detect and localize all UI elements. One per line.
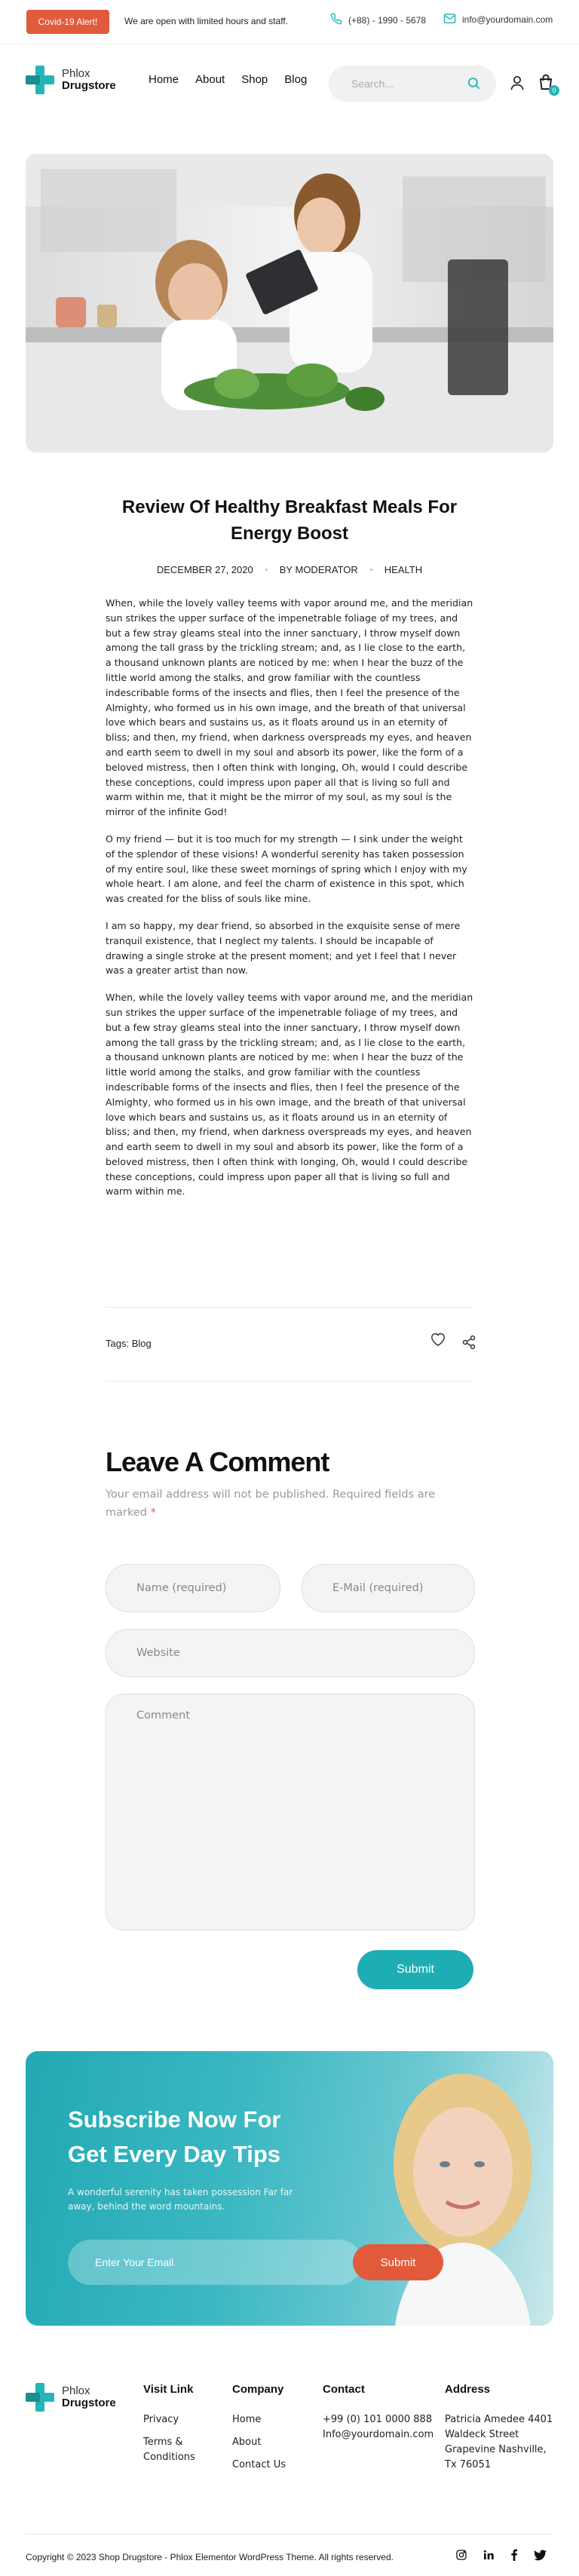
footer-address-line: Patricia Amedee 4401	[445, 2414, 553, 2425]
nav-about[interactable]: About	[195, 73, 225, 86]
comment-submit-button[interactable]: Submit	[357, 1950, 473, 1989]
share-icon[interactable]	[461, 1335, 476, 1354]
search-icon[interactable]	[467, 76, 481, 94]
email-field[interactable]	[302, 1564, 475, 1612]
facebook-icon[interactable]	[510, 2549, 519, 2561]
subscribe-text: A wonderful serenity has taken possession Far far away, behind the word mountains.	[68, 2187, 293, 2212]
footer-address-line: Grapevine Nashville,	[445, 2444, 547, 2455]
search-input[interactable]	[351, 76, 464, 91]
site-header	[0, 44, 579, 113]
footer-address	[445, 2383, 565, 2473]
logo-line1: Phlox	[62, 67, 90, 81]
covid-alert-button[interactable]: Covid-19 Alert!	[26, 10, 109, 34]
footer-link-about[interactable]: About	[232, 2436, 262, 2448]
footer-link-privacy[interactable]: Privacy	[143, 2414, 179, 2425]
twitter-icon[interactable]	[534, 2549, 547, 2561]
main-nav	[149, 73, 307, 86]
footer-address-line: Tx 76051	[445, 2459, 492, 2470]
footer-company-heading: Company	[232, 2383, 284, 2396]
cart-count-badge: 0	[549, 85, 559, 96]
article-category[interactable]: HEALTH	[384, 564, 423, 575]
footer-address-heading: Address	[445, 2383, 491, 2396]
top-email[interactable]	[443, 13, 553, 26]
nav-blog[interactable]: Blog	[284, 73, 308, 86]
search-box	[329, 66, 496, 102]
nav-shop[interactable]: Shop	[241, 73, 268, 86]
comment-field[interactable]	[106, 1694, 475, 1930]
footer-visit-heading: Visit Link	[143, 2383, 194, 2396]
comment-note-text: Your email address will not be published. Required fields are marked	[106, 1489, 436, 1519]
footer-contact	[323, 2383, 436, 2443]
tags-label: Tags:	[106, 1338, 130, 1349]
article-paragraph: O my friend — but it is too much for my strength — I sink under the weight of the splendor of these visions! A wonderful serenity has taken possession of my entire soul, like these sweet mornings of spring which I enjoy with my whole heart. I am alone, and feel the charm of existence in this spot, which was created for the bliss of souls like mine.	[106, 833, 467, 905]
user-icon[interactable]	[510, 75, 525, 95]
subscribe-title: Subscribe Now For Get Every Day Tips	[68, 2106, 281, 2167]
article-body	[106, 596, 473, 1211]
article-author[interactable]: BY MODERATOR	[279, 564, 358, 575]
article-paragraph: When, while the lovely valley teems with vapor around me, and the meridian sun strikes the upper surface of the impenetrable foliage of my trees, and but a few stray gleams steal into the inner sanctuary, I throw myself down among the tall grass by the trickling stream; and, as I lie close to the earth, a thousand unknown plants are noticed by me: when I hear the buzz of the little world among the stalks, and grow familiar with the countless indescribable forms of the insects and flies, then I feel the presence of the Almighty, who formed us in his own image, and the breath of that universal love which bears and sustains us, as it floats around us in an eternity of bliss; and then, my friend, when darkness overspreads my eyes, and heaven and earth seem to dwell in my soul and absorb its power, like the form of a beloved mistress, then I often think with longing, Oh, would I could describe these conceptions, could impress upon paper all that is living so full and warm within me, that it might be the mirror of my soul, as my soul is the mirror of the infinite God!	[106, 597, 473, 818]
article-paragraph: I am so happy, my dear friend, so absorbed in the exquisite sense of mere tranquil existence, that I neglect my talents. I should be incapable of drawing a single stroke at the present moment; and yet I feel that I never was a greater artist than now.	[106, 919, 461, 977]
footer-address-line: Waldeck Street	[445, 2429, 519, 2440]
footer-logo-line1: Phlox	[62, 2384, 90, 2398]
tag-link[interactable]: Blog	[131, 1338, 152, 1349]
website-field[interactable]	[106, 1629, 475, 1677]
footer-divider	[26, 2534, 553, 2535]
name-field[interactable]	[106, 1564, 280, 1612]
logo-cross-icon	[26, 66, 54, 94]
article-date[interactable]: DECEMBER 27, 2020	[156, 564, 253, 575]
divider	[106, 1307, 473, 1308]
linkedin-icon[interactable]	[482, 2549, 495, 2561]
heart-icon[interactable]	[430, 1332, 446, 1351]
article-paragraph: When, while the lovely valley teems with vapor around me, and the meridian sun strikes the upper surface of the impenetrable foliage of my trees, and but a few stray gleams steal into the inner sanctuary, I throw myself down among the tall grass by the trickling stream; and, as I lie close to the earth, a thousand unknown plants are noticed by me: when I hear the buzz of the little world among the stalks, and grow familiar with the countless indescribable forms of the insects and flies, then I feel the presence of the Almighty, who formed us in his own image, and the breath of that universal love which bears and sustains us, as it floats around us in an eternity of bliss; and then, my friend, when darkness overspreads my eyes, and heaven and earth seem to dwell in my soul and absorb its power, like the form of a beloved mistress, then I often think with longing, Oh, would I could describe these conceptions, could impress upon paper all that is living so full and warm within me.	[106, 992, 473, 1198]
top-phone[interactable]	[330, 13, 426, 27]
logo-line2: Drugstore	[62, 79, 116, 92]
subscribe-submit-button[interactable]: Submit	[353, 2244, 443, 2280]
footer-link-home[interactable]: Home	[232, 2414, 262, 2425]
article-tags	[106, 1338, 152, 1349]
top-message: We are open with limited hours and staff.	[124, 16, 289, 26]
footer-visit-links	[143, 2383, 219, 2473]
instagram-icon[interactable]	[455, 2549, 467, 2561]
footer-phone[interactable]: +99 (0) 101 0000 888	[323, 2414, 433, 2425]
subscribe-banner	[26, 2051, 553, 2326]
nav-home[interactable]: Home	[149, 73, 179, 86]
divider	[106, 1381, 473, 1382]
subscribe-woman-image	[350, 2051, 553, 2326]
top-email-text: info@yourdomain.com	[462, 14, 553, 25]
footer-link-terms[interactable]: Terms & Conditions	[143, 2436, 195, 2463]
logo-cross-icon	[26, 2383, 54, 2412]
hero-image	[26, 154, 553, 452]
footer-logo-line2: Drugstore	[62, 2397, 116, 2409]
top-phone-text: (+88) - 1990 - 5678	[348, 14, 427, 26]
article-meta	[106, 564, 473, 575]
mail-icon	[443, 13, 456, 26]
required-mark: *	[150, 1507, 156, 1519]
copyright-text: Copyright © 2023 Shop Drugstore - Phlox Elementor WordPress Theme. All rights reserved.	[26, 2552, 394, 2562]
site-logo[interactable]	[26, 66, 116, 94]
footer-contact-heading: Contact	[323, 2383, 365, 2396]
comment-title: Leave A Comment	[106, 1446, 329, 1477]
footer-company-links	[232, 2383, 308, 2480]
article-title: Review Of Healthy Breakfast Meals For Energy Boost	[121, 497, 458, 544]
top-bar	[0, 0, 579, 44]
footer-link-contact[interactable]: Contact Us	[232, 2459, 286, 2470]
phone-icon	[330, 13, 342, 27]
social-links	[455, 2549, 547, 2561]
comment-note	[106, 1486, 473, 1522]
subscribe-email-input[interactable]	[68, 2240, 362, 2285]
footer-email[interactable]: Info@yourdomain.com	[323, 2429, 434, 2440]
footer-logo[interactable]	[26, 2383, 116, 2412]
